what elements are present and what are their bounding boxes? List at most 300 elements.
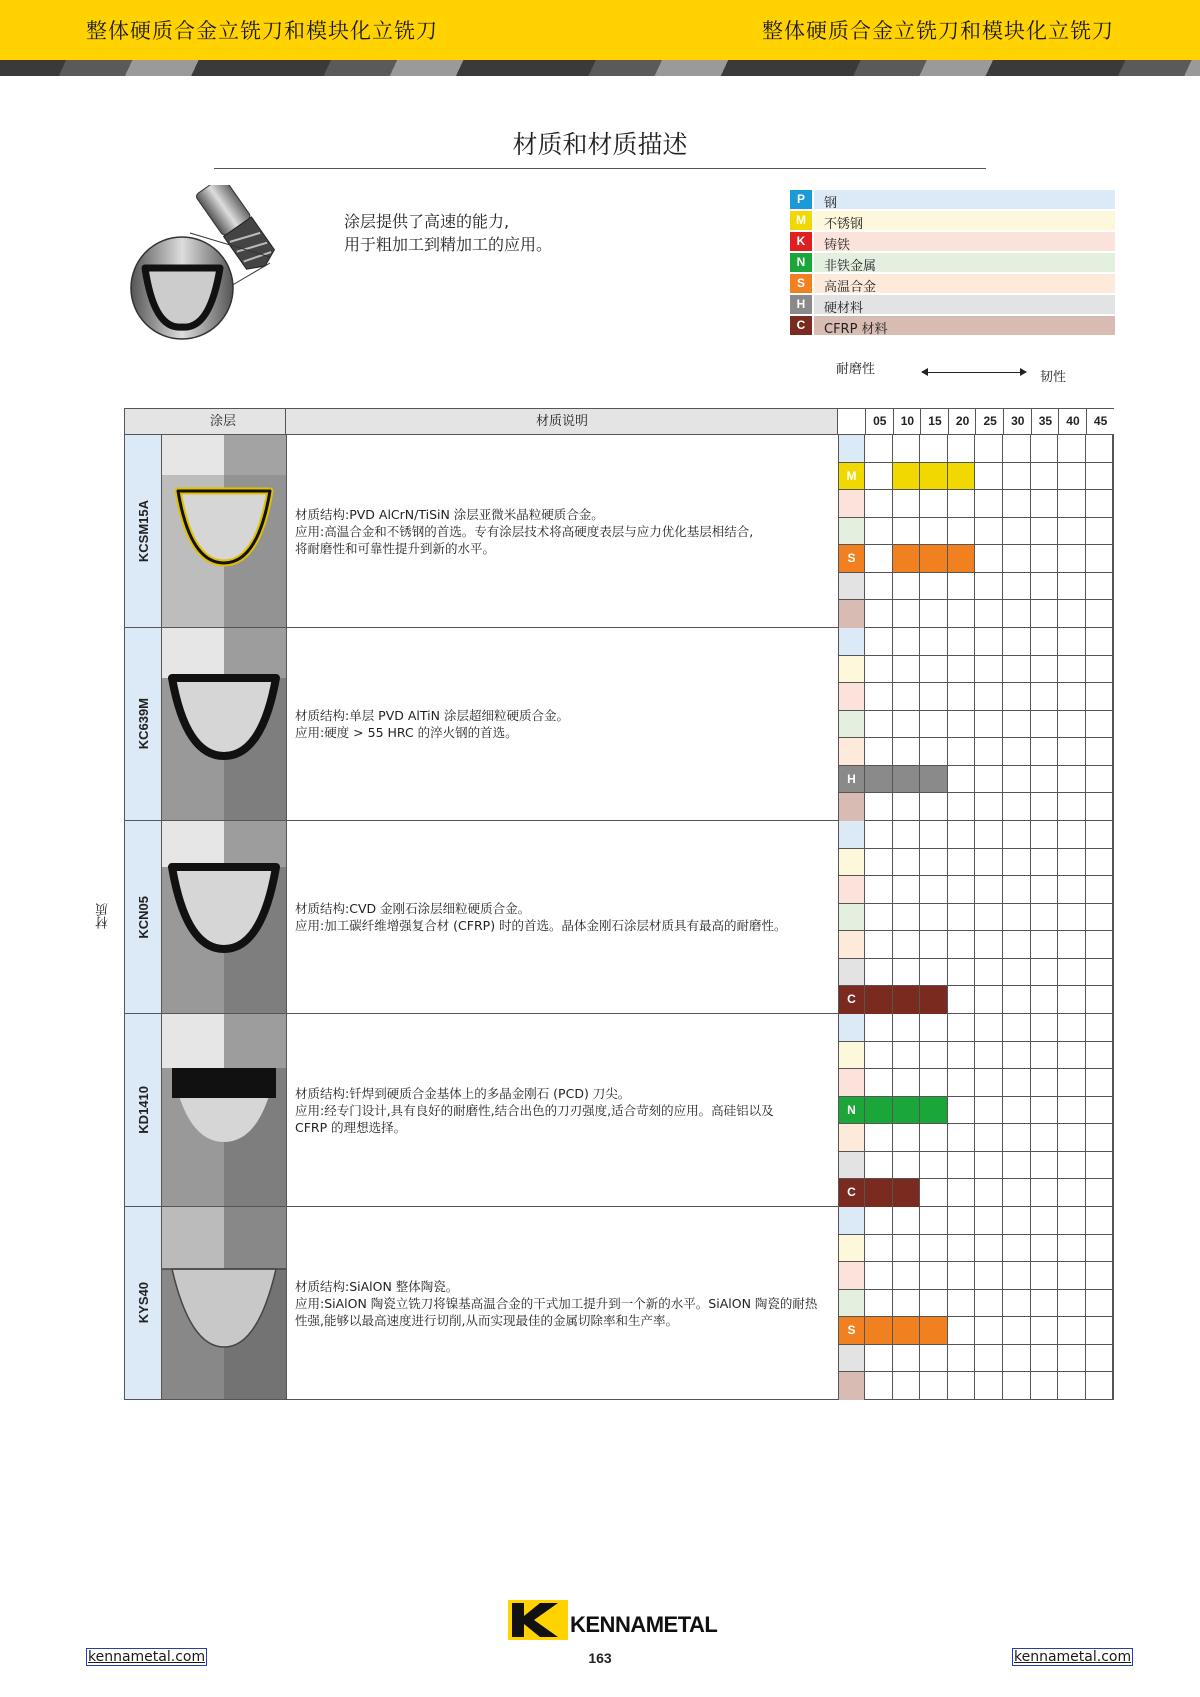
rank-cell: [1031, 1152, 1059, 1180]
rank-cell: [1031, 1372, 1059, 1400]
material-cell-s: [838, 738, 865, 766]
rank-cell: [1086, 1235, 1114, 1263]
rank-cell: [865, 1207, 893, 1235]
rank-cell: [1058, 1207, 1086, 1235]
end-mill-illustration: [120, 185, 320, 345]
material-cell-n: N: [838, 1097, 865, 1125]
rank-cell: [975, 600, 1003, 628]
page-title: 材质和材质描述: [512, 130, 688, 159]
rank-cell: [920, 1152, 948, 1180]
material-cell-k: [838, 876, 865, 904]
material-cell-k: [838, 1262, 865, 1290]
description-line: 材质结构:CVD 金刚石涂层细粒硬质合金。: [295, 901, 531, 916]
rank-cell: [1058, 683, 1086, 711]
grade-block: [124, 628, 1114, 821]
rank-cell: [893, 1097, 921, 1125]
material-legend: [789, 189, 1115, 336]
rank-cell: [1003, 876, 1031, 904]
rank-cell: [865, 518, 893, 546]
rank-cell: [893, 1069, 921, 1097]
rank-cell: [948, 876, 976, 904]
rank-cell: [948, 656, 976, 684]
rank-cell: [920, 656, 948, 684]
rank-cell: [920, 683, 948, 711]
rank-cell: [948, 821, 976, 849]
rank-cell: [865, 463, 893, 491]
rank-cell: [865, 1317, 893, 1345]
rank-cell: [920, 711, 948, 739]
description-line: CFRP 的理想选择。: [295, 1119, 407, 1135]
rank-cell: [893, 793, 921, 821]
material-cell-s: S: [838, 1317, 865, 1345]
rank-cell: [1031, 1097, 1059, 1125]
rank-cell: [865, 1345, 893, 1373]
material-cell-k: [838, 1069, 865, 1097]
rank-cell: [1086, 1262, 1114, 1290]
legend-row-n: [789, 252, 1115, 273]
rank-cell: [893, 959, 921, 987]
rank-cell: [893, 490, 921, 518]
rank-cell: [948, 738, 976, 766]
rank-cell: [948, 1372, 976, 1400]
rank-cell: [1031, 1290, 1059, 1318]
material-cell-k: [838, 490, 865, 518]
title-divider: [214, 168, 986, 169]
rank-cell: [1031, 1207, 1059, 1235]
rank-cell: [1058, 435, 1086, 463]
rank-cell: [1003, 1097, 1031, 1125]
rank-cell: [893, 1207, 921, 1235]
rank-cell: [893, 683, 921, 711]
rank-cell: [1031, 849, 1059, 877]
rank-cell: [1086, 711, 1114, 739]
rank-cell: [975, 545, 1003, 573]
rank-cell: [1086, 849, 1114, 877]
rank-cell: [920, 959, 948, 987]
header-right-title: 整体硬质合金立铣刀和模块化立铣刀: [762, 19, 1114, 43]
rank-cell: [865, 545, 893, 573]
rank-cell: [865, 1372, 893, 1400]
rank-cell: [1003, 1124, 1031, 1152]
rank-cell: [920, 600, 948, 628]
rank-cell: [1058, 986, 1086, 1014]
rank-cell: [920, 821, 948, 849]
rank-cell: [1003, 1372, 1031, 1400]
rank-cell: [1003, 490, 1031, 518]
legend-bar: [814, 232, 1115, 251]
rank-cell: [1086, 1207, 1114, 1235]
legend-badge: N: [790, 253, 812, 272]
material-cell-p: [838, 1014, 865, 1042]
rank-cell: [1058, 1042, 1086, 1070]
material-cell-p: [838, 435, 865, 463]
rank-cell: [1031, 931, 1059, 959]
material-cell-c: [838, 600, 865, 628]
rank-cell: [948, 1290, 976, 1318]
rank-cell: [865, 738, 893, 766]
description-line: 性强,能够以最高速度进行切削,从而实现最佳的金属切除率和生产率。: [295, 1312, 678, 1328]
intro-line-2: 用于粗加工到精加工的应用。: [344, 235, 553, 254]
rank-cell: [948, 1014, 976, 1042]
rank-cell: [865, 1124, 893, 1152]
rank-cell: [948, 435, 976, 463]
rank-cell: [920, 1124, 948, 1152]
rank-cell: [865, 821, 893, 849]
rank-cell: [975, 628, 1003, 656]
rank-cell: [1058, 573, 1086, 601]
rank-cell: [1003, 683, 1031, 711]
grade-name-text: KCSM15A: [135, 499, 151, 563]
rank-cell: [948, 463, 976, 491]
rank-cell: [1086, 1179, 1114, 1207]
rank-cell: [1058, 711, 1086, 739]
rank-cell: [1031, 986, 1059, 1014]
material-cell-k: [838, 683, 865, 711]
rank-cell: [1086, 1124, 1114, 1152]
rank-cell: [920, 1317, 948, 1345]
rank-cell: [1058, 463, 1086, 491]
material-cell-p: [838, 628, 865, 656]
material-cell-n: [838, 711, 865, 739]
rank-cell: [1058, 738, 1086, 766]
rank-cell: [865, 1179, 893, 1207]
rank-cell: [893, 435, 921, 463]
rank-cell: [975, 490, 1003, 518]
rank-cell: [893, 1042, 921, 1070]
rank-cell: [920, 1179, 948, 1207]
rank-cell: [865, 766, 893, 794]
rank-cell: [920, 1069, 948, 1097]
rank-cell: [865, 849, 893, 877]
header-material-col: [837, 409, 865, 434]
rank-cell: [1031, 490, 1059, 518]
rank-cell: [1058, 849, 1086, 877]
rank-cell: [975, 986, 1003, 1014]
legend-label: CFRP 材料: [824, 322, 888, 337]
material-cell-p: [838, 821, 865, 849]
rank-cell: [1003, 1345, 1031, 1373]
rank-cell: [975, 876, 1003, 904]
grade-name: [125, 435, 161, 627]
material-cell-c: [838, 793, 865, 821]
rank-cell: [920, 490, 948, 518]
rank-cell: [1003, 738, 1031, 766]
legend-row-k: [789, 231, 1115, 252]
grade-description: [295, 506, 825, 557]
rank-cell: [1003, 793, 1031, 821]
rank-cell: [1003, 1235, 1031, 1263]
scale-toughness-label: 韧性: [1040, 370, 1067, 385]
rank-cell: [1058, 1014, 1086, 1042]
grade-description: [295, 1278, 825, 1329]
legend-row-p: [789, 189, 1115, 210]
rank-cell: [975, 656, 1003, 684]
rank-cell: [1003, 1317, 1031, 1345]
rank-cell: [975, 1152, 1003, 1180]
legend-badge: H: [790, 295, 812, 314]
rank-cell: [920, 1207, 948, 1235]
scale-arrow: [922, 372, 1026, 373]
rank-cell: [1031, 766, 1059, 794]
rank-cell: [920, 1235, 948, 1263]
legend-badge: K: [790, 232, 812, 251]
description-line: 材质结构:SiAlON 整体陶瓷。: [295, 1278, 459, 1294]
rank-cell: [1031, 711, 1059, 739]
rank-cell: [1086, 463, 1114, 491]
rank-cell: [893, 1317, 921, 1345]
rank-cell: [893, 1372, 921, 1400]
rank-cell: [893, 545, 921, 573]
rank-cell: [1086, 1097, 1114, 1125]
rank-cell: [1003, 435, 1031, 463]
rank-cell: [865, 959, 893, 987]
grade-description: [295, 900, 825, 934]
material-cell-c: C: [838, 986, 865, 1014]
rank-cell: [975, 1042, 1003, 1070]
rank-cell: [1031, 738, 1059, 766]
rank-cell: [1086, 904, 1114, 932]
rank-cell: [975, 573, 1003, 601]
rank-cell: [893, 1124, 921, 1152]
grade-name-text: KCN05: [135, 895, 151, 939]
rank-cell: [920, 463, 948, 491]
rank-cell: [948, 1152, 976, 1180]
rank-cell: [920, 766, 948, 794]
rank-cell: [920, 986, 948, 1014]
rank-cell: [1003, 1042, 1031, 1070]
rank-cell: [865, 1069, 893, 1097]
material-cell-h: H: [838, 766, 865, 794]
rank-cell: [975, 1179, 1003, 1207]
rank-cell: [948, 1042, 976, 1070]
rank-cell: [1058, 793, 1086, 821]
legend-label: 铸铁: [824, 238, 851, 253]
side-label-grade: 材质: [96, 903, 111, 929]
rank-cell: [1003, 821, 1031, 849]
rank-cell: [948, 959, 976, 987]
footer-link-right[interactable]: kennametal.com: [1014, 1649, 1132, 1665]
rank-cell: [948, 711, 976, 739]
rank-cell: [1086, 1014, 1114, 1042]
coating-cross-section-image: [162, 821, 287, 1013]
legend-label: 不锈钢: [824, 217, 864, 232]
rank-cell: [1086, 1290, 1114, 1318]
rank-cell: [1003, 1152, 1031, 1180]
rank-cell: [1058, 1345, 1086, 1373]
description-line: 材质结构:钎焊到硬质合金基体上的多晶金刚石 (PCD) 刀尖。: [295, 1085, 631, 1101]
rank-cell: [975, 766, 1003, 794]
rank-cell: [1003, 545, 1031, 573]
rank-cell: [865, 600, 893, 628]
rank-cell: [1031, 545, 1059, 573]
rank-cell: [1058, 1290, 1086, 1318]
rank-cell: [865, 1262, 893, 1290]
grade-block: [124, 1207, 1114, 1400]
rank-cell: [1031, 628, 1059, 656]
rank-cell: [920, 904, 948, 932]
rank-cell: [975, 931, 1003, 959]
rank-cell: [893, 849, 921, 877]
header-description: 材质说明: [285, 409, 838, 434]
rank-cell: [1086, 656, 1114, 684]
rank-cell: [1086, 545, 1114, 573]
material-cell-s: S: [838, 545, 865, 573]
rank-cell: [975, 683, 1003, 711]
rank-cell: [1031, 1014, 1059, 1042]
rank-cell: [1086, 931, 1114, 959]
rank-cell: [1086, 1042, 1114, 1070]
rank-cell: [948, 1235, 976, 1263]
rank-cell: [893, 1235, 921, 1263]
rank-cell: [948, 545, 976, 573]
rank-cell: [1058, 1262, 1086, 1290]
legend-row-s: [789, 273, 1115, 294]
rank-cell: [948, 849, 976, 877]
material-cell-c: [838, 1372, 865, 1400]
material-cell-m: [838, 849, 865, 877]
legend-label: 非铁金属: [824, 259, 877, 274]
rank-cell: [1003, 986, 1031, 1014]
rank-cell: [1086, 518, 1114, 546]
material-cell-n: [838, 1290, 865, 1318]
coating-cross-section-image: [162, 1014, 287, 1206]
rank-cell: [975, 518, 1003, 546]
rank-cell: [1031, 1042, 1059, 1070]
grade-block: [124, 821, 1114, 1014]
rank-cell: [1003, 656, 1031, 684]
rank-cell: [920, 1042, 948, 1070]
rank-cell: [920, 518, 948, 546]
rank-cell: [893, 986, 921, 1014]
rank-cell: [1086, 1372, 1114, 1400]
rank-cell: [1086, 876, 1114, 904]
footer-link-left[interactable]: kennametal.com: [88, 1649, 206, 1665]
rank-cell: [865, 986, 893, 1014]
rank-header: 20: [948, 409, 977, 434]
legend-label: 钢: [824, 196, 838, 211]
rank-cell: [1086, 1152, 1114, 1180]
rank-header: 10: [893, 409, 922, 434]
rank-cell: [975, 711, 1003, 739]
header-coating: 涂层: [209, 414, 236, 429]
rank-cell: [1058, 1317, 1086, 1345]
description-line: 应用:硬度 > 55 HRC 的淬火钢的首选。: [295, 725, 518, 740]
rank-cell: [1031, 1235, 1059, 1263]
rank-cell: [975, 1262, 1003, 1290]
rank-cell: [1058, 600, 1086, 628]
legend-bar: [814, 190, 1115, 209]
material-cell-h: [838, 1152, 865, 1180]
rank-cell: [893, 573, 921, 601]
rank-cell: [1003, 931, 1031, 959]
page-number: 163: [588, 1650, 612, 1666]
rank-cell: [865, 793, 893, 821]
rank-cell: [975, 821, 1003, 849]
rank-cell: [1058, 1124, 1086, 1152]
rank-cell: [920, 573, 948, 601]
grade-name: [125, 1014, 161, 1206]
description-line: 将耐磨性和可靠性提升到新的水平。: [295, 540, 496, 556]
rank-cell: [1003, 628, 1031, 656]
rank-cell: [1058, 821, 1086, 849]
legend-badge: P: [790, 190, 812, 209]
grade-name-cell: [125, 435, 162, 627]
rank-cell: [893, 656, 921, 684]
rank-cell: [893, 463, 921, 491]
rank-cell: [920, 1262, 948, 1290]
rank-cell: [1003, 711, 1031, 739]
rank-cell: [920, 1014, 948, 1042]
rank-cell: [948, 573, 976, 601]
rank-cell: [948, 1124, 976, 1152]
rank-header: 35: [1031, 409, 1060, 434]
coating-cross-section-image: [162, 1207, 287, 1399]
material-cell-s: [838, 931, 865, 959]
rank-cell: [1003, 1179, 1031, 1207]
rank-cell: [948, 1069, 976, 1097]
rank-cell: [1003, 518, 1031, 546]
coating-cross-section-image: [162, 628, 287, 820]
grade-name: [125, 1207, 161, 1399]
grade-name: [125, 628, 161, 820]
table-header: [124, 408, 1114, 435]
rank-cell: [893, 766, 921, 794]
rank-cell: [948, 1207, 976, 1235]
rank-cell: [975, 738, 1003, 766]
rank-cell: [920, 1097, 948, 1125]
grade-description: [295, 1085, 825, 1136]
rank-cell: [1003, 766, 1031, 794]
rank-cell: [948, 931, 976, 959]
material-cell-m: [838, 1235, 865, 1263]
rank-cell: [1031, 793, 1059, 821]
rank-cell: [893, 628, 921, 656]
description-line: 材质结构:单层 PVD AlTiN 涂层超细粒硬质合金。: [295, 708, 569, 723]
rank-cell: [948, 683, 976, 711]
rank-cell: [1031, 876, 1059, 904]
description-line: 应用:经专门设计,具有良好的耐磨性,结合出色的刀刃强度,适合苛刻的应用。高硅铝以及: [295, 1102, 774, 1118]
rank-cell: [893, 931, 921, 959]
rank-cell: [893, 904, 921, 932]
rank-cell: [1086, 435, 1114, 463]
rank-cell: [893, 1152, 921, 1180]
rank-cell: [948, 518, 976, 546]
rank-cell: [975, 1372, 1003, 1400]
material-cell-n: [838, 518, 865, 546]
rank-cell: [1031, 821, 1059, 849]
rank-cell: [1031, 573, 1059, 601]
rank-cell: [1031, 600, 1059, 628]
rank-cell: [948, 600, 976, 628]
legend-row-c: [789, 315, 1115, 336]
rank-cell: [1086, 1317, 1114, 1345]
rank-cell: [975, 1290, 1003, 1318]
rank-cell: [893, 711, 921, 739]
rank-cell: [1058, 628, 1086, 656]
rank-cell: [948, 1097, 976, 1125]
rank-cell: [1003, 1207, 1031, 1235]
material-cell-p: [838, 1207, 865, 1235]
rank-cell: [920, 849, 948, 877]
rank-cell: [1031, 904, 1059, 932]
rank-cell: [1003, 849, 1031, 877]
rank-cell: [1086, 490, 1114, 518]
rank-cell: [1058, 766, 1086, 794]
rank-cell: [1086, 821, 1114, 849]
rank-cell: [948, 628, 976, 656]
rank-cell: [1031, 518, 1059, 546]
rank-cell: [1003, 573, 1031, 601]
